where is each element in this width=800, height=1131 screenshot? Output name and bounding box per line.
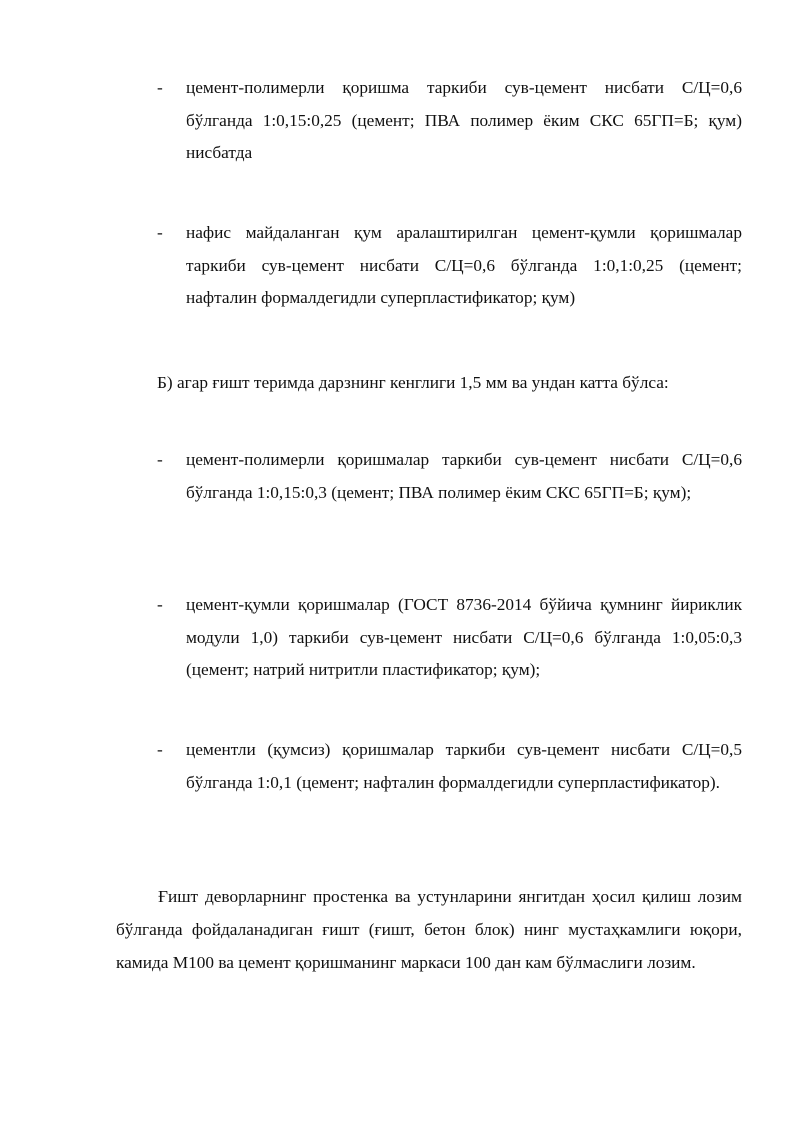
- body-paragraph: Ғишт деворларнинг простенка ва устунларини янгитдан ҳосил қилиш лозим бўлганда фойдаланадиган ғишт (ғишт, бетон блок) нинг мустаҳкамлиги юқори, камида М100 ва цемент қоришманинг маркаси 100 дан кам бўлмаслиги лозим.: [116, 887, 742, 972]
- list-item: [157, 589, 742, 687]
- bullet-dash: -: [157, 740, 163, 759]
- section-heading: Б) агар ғишт теримда дарзнинг кенглиги 1,5 мм ва ундан катта бўлса:: [157, 373, 669, 392]
- bullet-dash: -: [157, 595, 163, 614]
- bullet-dash: -: [157, 223, 163, 242]
- list-item-text: цемент-қумли қоришмалар (ГОСТ 8736-2014 бўйича қумнинг йириклик модули 1,0) таркиби сув-цемент нисбати С/Ц=0,6 бўлганда 1:0,05:0,3 (цемент; натрий нитритли пластификатор; қум);: [186, 595, 742, 679]
- bullet-dash: -: [157, 78, 163, 97]
- bullet-dash: -: [157, 450, 163, 469]
- list-item: [157, 217, 742, 315]
- list-item: [157, 72, 742, 170]
- list-item: [157, 734, 742, 799]
- list-item-text: цементли (қумсиз) қоришмалар таркиби сув-цемент нисбати С/Ц=0,5 бўлганда 1:0,1 (цемент; нафталин формалдегидли суперпластификатор).: [186, 740, 742, 792]
- list-item-text: нафис майдаланган қум аралаштирилган цемент-қумли қоришмалар таркиби сув-цемент нисбати С/Ц=0,6 бўлганда 1:0,1:0,25 (цемент; нафталин формалдегидли суперпластификатор; қум): [186, 223, 742, 307]
- list-item: [157, 444, 742, 509]
- list-item-text: цемент-полимерли қоришма таркиби сув-цемент нисбати С/Ц=0,6 бўлганда 1:0,15:0,25 (цемент; ПВА полимер ёким СКС 65ГП=Б; қум) нисбатда: [186, 78, 742, 162]
- list-item-text: цемент-полимерли қоришмалар таркиби сув-цемент нисбати С/Ц=0,6 бўлганда 1:0,15:0,3 (цемент; ПВА полимер ёким СКС 65ГП=Б; қум);: [186, 450, 742, 502]
